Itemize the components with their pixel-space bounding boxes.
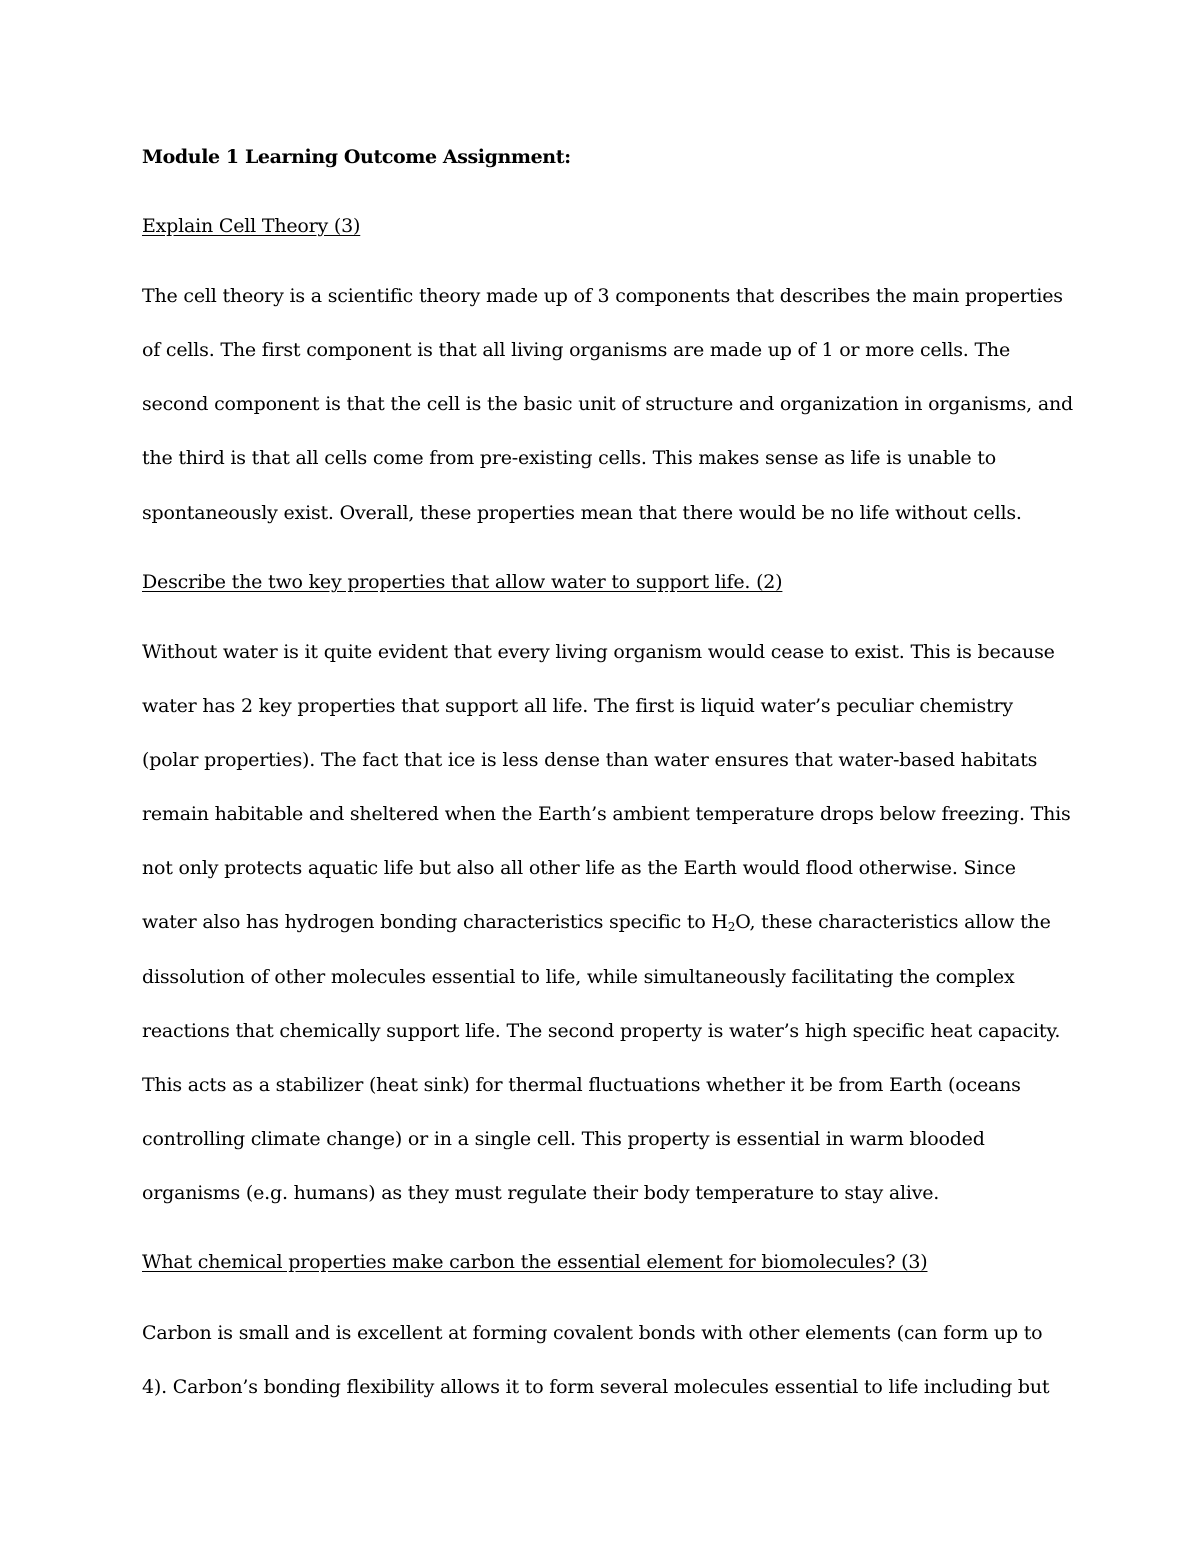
paragraph-line: This acts as a stabilizer (heat sink) for thermal fluctuations whether it be from Earth (oceans xyxy=(142,1074,1021,1096)
paragraph-line: of cells. The first component is that all living organisms are made up of 1 or more cells. The xyxy=(142,339,1010,361)
paragraph-line: spontaneously exist. Overall, these properties mean that there would be no life without cells. xyxy=(142,502,1022,524)
paragraph-line: The cell theory is a scientific theory made up of 3 components that describes the main properties xyxy=(142,285,1063,307)
paragraph-line-with-subscript xyxy=(142,909,1051,935)
paragraph-line: Without water is it quite evident that every living organism would cease to exist. This is because xyxy=(142,641,1055,663)
section-heading-carbon: What chemical properties make carbon the essential element for biomolecules? (3) xyxy=(142,1251,928,1273)
paragraph-line: organisms (e.g. humans) as they must regulate their body temperature to stay alive. xyxy=(142,1182,940,1204)
paragraph-line: 4). Carbon’s bonding flexibility allows it to form several molecules essential to life including but xyxy=(142,1376,1050,1398)
paragraph-line: reactions that chemically support life. The second property is water’s high specific heat capacity. xyxy=(142,1020,1061,1042)
subscript-two: 2 xyxy=(727,920,736,934)
paragraph-line: controlling climate change) or in a single cell. This property is essential in warm blooded xyxy=(142,1128,985,1150)
line-text-before: water also has hydrogen bonding characteristics specific to H xyxy=(142,911,728,933)
paragraph-line: dissolution of other molecules essential to life, while simultaneously facilitating the complex xyxy=(142,966,1015,988)
paragraph-line: not only protects aquatic life but also all other life as the Earth would flood otherwise. Since xyxy=(142,857,1016,879)
section-heading-cell-theory: Explain Cell Theory (3) xyxy=(142,215,361,237)
paragraph-line: the third is that all cells come from pre-existing cells. This makes sense as life is unable to xyxy=(142,447,996,469)
paragraph-line: (polar properties). The fact that ice is less dense than water ensures that water-based habitats xyxy=(142,749,1038,771)
section-heading-water: Describe the two key properties that allow water to support life. (2) xyxy=(142,571,783,593)
line-text-after: O, these characteristics allow the xyxy=(735,911,1051,933)
paragraph-line: Carbon is small and is excellent at forming covalent bonds with other elements (can form up to xyxy=(142,1322,1043,1344)
document-title: Module 1 Learning Outcome Assignment: xyxy=(142,146,571,168)
paragraph-line: water has 2 key properties that support all life. The first is liquid water’s peculiar chemistry xyxy=(142,695,1013,717)
paragraph-line: second component is that the cell is the basic unit of structure and organization in organisms, and xyxy=(142,393,1073,415)
paragraph-line: remain habitable and sheltered when the Earth’s ambient temperature drops below freezing. This xyxy=(142,803,1071,825)
